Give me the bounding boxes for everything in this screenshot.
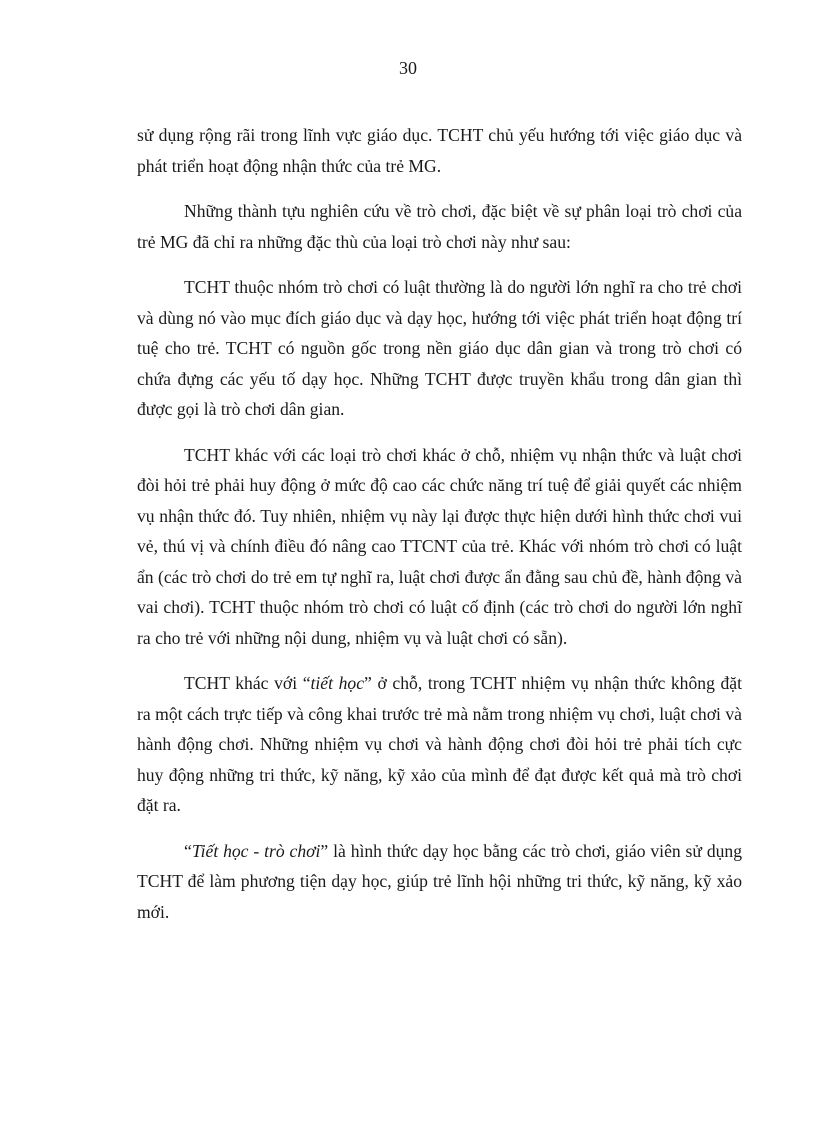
- paragraph-lesson-game-definition: [137, 836, 742, 928]
- paragraph-3-text: TCHT thuộc nhóm trò chơi có luật thường là do người lớn nghĩ ra cho trẻ chơi và dùng nó vào mục đích giáo dục và dạy học, hướng tới việc phát triển hoạt động trí tuệ cho trẻ. TCHT có nguồn gốc trong nền giáo dục dân gian và trong trò chơi có chứa đựng các yếu tố dạy học. Những TCHT được truyền khẩu trong dân gian thì được gọi là trò chơi dân gian.: [137, 277, 742, 419]
- paragraph-2-text: Những thành tựu nghiên cứu về trò chơi, đặc biệt về sự phân loại trò chơi của trẻ MG đã chỉ ra những đặc thù của loại trò chơi này như sau:: [137, 201, 742, 252]
- page-number: 30: [399, 58, 417, 78]
- paragraph-1-text: sử dụng rộng rãi trong lĩnh vực giáo dục. TCHT chủ yếu hướng tới việc giáo dục và phát triển hoạt động nhận thức của trẻ MG.: [137, 125, 742, 176]
- paragraph-continuation: [137, 120, 742, 181]
- paragraph-4-text: TCHT khác với các loại trò chơi khác ở chỗ, nhiệm vụ nhận thức và luật chơi đòi hỏi trẻ phải huy động ở mức độ cao các chức năng trí tuệ để giải quyết các nhiệm vụ nhận thức đó. Tuy nhiên, nhiệm vụ này lại được thực hiện dưới hình thức chơi vui vẻ, thú vị và chính điều đó nâng cao TTCNT của trẻ. Khác với nhóm trò chơi có luật ẩn (các trò chơi do trẻ em tự nghĩ ra, luật chơi được ẩn đằng sau chủ đề, hành động và vai chơi). TCHT thuộc nhóm trò chơi có luật cố định (các trò chơi do người lớn nghĩ ra cho trẻ với những nội dung, nhiệm vụ và luật chơi có sẵn).: [137, 444, 742, 648]
- paragraph-5-italic-term: tiết học: [310, 673, 365, 693]
- document-body: [137, 120, 742, 942]
- paragraph-tcht-differences: [137, 440, 742, 654]
- paragraph-5-text-b: ” ở chỗ, trong TCHT nhiệm vụ nhận thức không đặt ra một cách trực tiếp và công khai trước trẻ mà nằm trong nhiệm vụ chơi, luật chơi và hành động chơi. Những nhiệm vụ chơi và hành động chơi đòi hỏi trẻ phải tích cực huy động những tri thức, kỹ năng, kỹ xảo của mình để đạt được kết quả mà trò chơi đặt ra.: [137, 673, 742, 815]
- paragraph-6-italic-term: Tiết học - trò chơi: [191, 840, 321, 861]
- paragraph-6-text-b: ” là hình thức dạy học bằng các trò chơi, giáo viên sử dụng TCHT để làm phương tiện dạy học, giúp trẻ lĩnh hội những tri thức, kỹ năng, kỹ xảo mới.: [137, 840, 743, 922]
- paragraph-5-text-a: TCHT khác với “: [184, 673, 311, 693]
- paragraph-6-text-a: “: [184, 840, 192, 861]
- paragraph-tcht-rule-group: [137, 272, 742, 425]
- paragraph-research-achievements: [137, 196, 742, 257]
- paragraph-tcht-vs-lesson: [137, 668, 742, 821]
